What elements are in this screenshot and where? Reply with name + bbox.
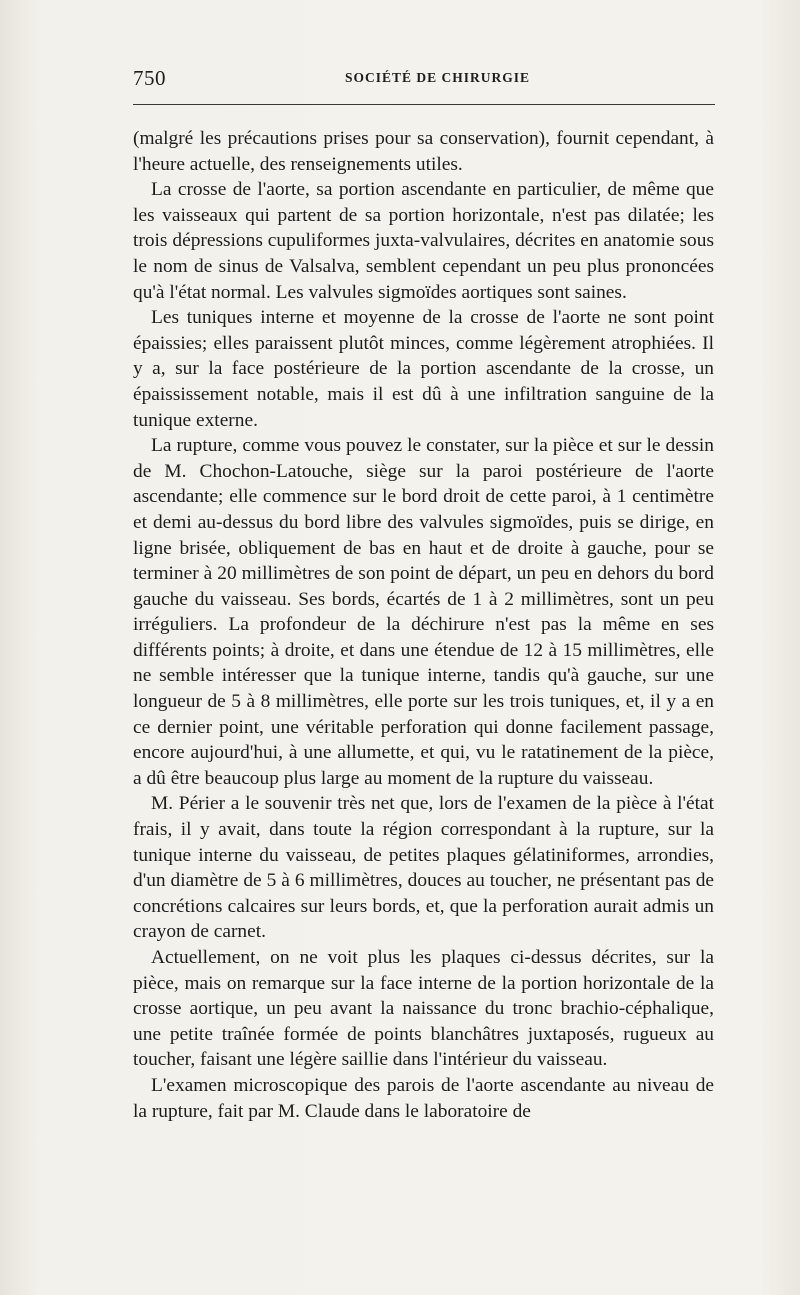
paragraph-tunics: Les tuniques interne et moyenne de la crosse de l'aorte ne sont point épaissies; elles paraissent plutôt minces, comme légèrement atrophiées. Il y a, sur la face postérieure de la portion ascendante de la crosse, un épaississement notable, mais il est dû à une infiltration sanguine de la tunique externe. — [133, 307, 714, 431]
page-number: 750 — [133, 66, 166, 90]
paragraph-current-state: Actuellement, on ne voit plus les plaques ci-dessus décrites, sur la pièce, mais on remarque sur la face interne de la portion horizontale de la crosse aortique, un peu avant la naissance du tronc brachio-céphalique, une petite traînée formée de points blanchâtres juxtaposés, rugueux au toucher, faisant une légère saillie dans l'intérieur du vaisseau. — [133, 947, 714, 1071]
page-header — [133, 66, 715, 96]
running-head: SOCIÉTÉ DE CHIRURGIE — [345, 70, 531, 85]
paragraph-microscopic: L'examen microscopique des parois de l'aorte ascendante au niveau de la rupture, fait par M. Claude dans le laboratoire de — [133, 1074, 714, 1122]
paragraph-perier: M. Périer a le souvenir très net que, lors de l'examen de la pièce à l'état frais, il y avait, dans toute la région correspondant à la rupture, sur la tunique interne du vaisseau, de petites plaques gélatiniformes, arrondies, d'un diamètre de 5 à 6 millimètres, douces au toucher, ne présentant pas de concrétions calcaires sur leurs bords, et, que la perforation aurait admis un crayon de carnet. — [133, 793, 714, 943]
paragraph-aortic-arch: La crosse de l'aorte, sa portion ascendante en particulier, de même que les vaisseaux qui partent de sa portion horizontale, n'est pas dilatée; les trois dépressions cupuliformes juxta-valvulaires, décrites en anatomie sous le nom de sinus de Valsalva, semblent cependant un peu plus prononcées qu'à l'état normal. Les valvules sigmoïdes aortiques sont saines. — [133, 179, 714, 303]
header-rule — [133, 104, 715, 105]
paragraph-continuation: (malgré les précautions prises pour sa conservation), fournit cependant, à l'heure actuelle, des renseignements utiles. — [133, 128, 714, 175]
body-text — [133, 126, 714, 1124]
paragraph-rupture: La rupture, comme vous pouvez le constater, sur la pièce et sur le dessin de M. Chochon-Latouche, siège sur la paroi postérieure de l'aorte ascendante; elle commence sur le bord droit de cette paroi, à 1 centimètre et demi au-dessus du bord libre des valvules sigmoïdes, puis se dirige, en ligne brisée, obliquement de bas en haut et de droite à gauche, pour se terminer à 20 millimètres de son point de départ, un peu en dehors du bord gauche du vaisseau. Ses bords, écartés de 1 à 2 millimètres, sont un peu irréguliers. La profondeur de la déchirure n'est pas la même en ses différents points; à droite, et dans une étendue de 12 à 15 millimètres, elle ne semble intéresser que la tunique interne, tandis qu'à gauche, sur une longueur de 5 à 8 millimètres, elle porte sur les trois tuniques, et, il y a en ce dernier point, une véritable perforation qui donne facilement passage, encore aujourd'hui, à une allumette, et qui, vu le ratatinement de la pièce, a dû être beaucoup plus large au moment de la rupture du vaisseau. — [133, 435, 714, 789]
